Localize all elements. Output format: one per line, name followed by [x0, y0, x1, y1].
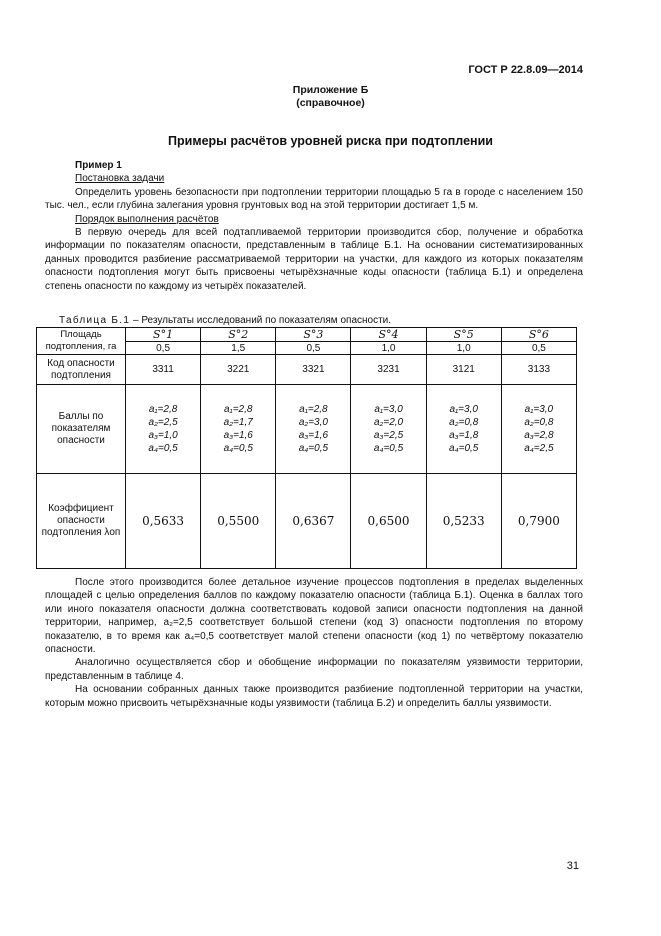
site-label: S°2	[201, 328, 276, 342]
code-value: 3221	[201, 355, 276, 385]
document-code: ГОСТ Р 22.8.09—2014	[468, 64, 583, 76]
section-title: Примеры расчётов уровней риска при подтоплении	[168, 134, 493, 148]
after-table-text	[45, 576, 583, 710]
table-row-scores	[37, 385, 577, 474]
procedure-heading: Порядок выполнения расчётов	[75, 213, 219, 225]
coefficient-value: 0,5500	[201, 474, 276, 569]
site-label: S°1	[126, 328, 201, 342]
table-row-code	[37, 355, 577, 385]
procedure-text: В первую очередь для всей подтапливаемой территории производится сбор, получение и обработка информации по показателям опасности, представленным в таблице Б.1. На основании систематизированных данных проводится разбиение рассматриваемой территории на участки, для каждого из которых показателям опасности подтопления могут быть присвоены четырёхзначные коды опасности (таблица Б.1) и определена степень опасности по каждому из четырёх показателей.	[45, 227, 583, 292]
coefficient-value: 0,6500	[351, 474, 426, 569]
scores-cell: a₁=3,0 a₂=0,8 a₃=2,8 a₄=2,5	[501, 385, 576, 474]
area-value: 0,5	[276, 342, 351, 355]
appendix-title: Приложение Б	[292, 84, 369, 96]
example-block	[45, 159, 583, 293]
page-number: 31	[566, 860, 579, 872]
table-row-sites	[37, 328, 577, 342]
coefficient-value: 0,5633	[126, 474, 201, 569]
table-row-coefficient	[37, 474, 577, 569]
code-label: Код опасности подтопления	[37, 355, 126, 385]
scores-label: Баллы по показателям опасности	[37, 385, 126, 474]
site-label: S°6	[501, 328, 576, 342]
site-label: S°4	[351, 328, 426, 342]
code-value: 3321	[276, 355, 351, 385]
code-value: 3231	[351, 355, 426, 385]
scores-cell: a₁=2,8 a₂=2,5 a₃=1,0 a₄=0,5	[126, 385, 201, 474]
area-value: 0,5	[126, 342, 201, 355]
task-heading: Постановка задачи	[75, 173, 165, 185]
coefficient-label: Коэффициент опасности подтопления λоп	[37, 474, 126, 569]
area-value: 1,0	[351, 342, 426, 355]
hazard-table	[36, 327, 577, 569]
coefficient-value: 0,5233	[426, 474, 501, 569]
code-value: 3311	[126, 355, 201, 385]
table-caption-label: Таблица Б.1	[59, 315, 131, 326]
area-value: 1,5	[201, 342, 276, 355]
scores-cell: a₁=3,0 a₂=2,0 a₃=2,5 a₄=0,5	[351, 385, 426, 474]
appendix-heading	[0, 84, 661, 110]
scores-cell: a₁=3,0 a₂=0,8 a₃=1,8 a₄=0,5	[426, 385, 501, 474]
paragraph-details: После этого производится более детальное изучение процессов подтопления в пределах выделенных площадей с целью определения баллов по каждому показателю опасности (таблица Б.1). Оценка в баллах того или иного показателя опасности должна соответствовать кодовой записи опасности подтопления на данной территории, например, a₂=2,5 соответствует большой степени (код 3) опасности подтопления по второму показателю, в то время как a₄=0,5 соответствует малой степени опасности (код 1) по четвёртому показателю опасности.	[45, 577, 583, 656]
site-label: S°3	[276, 328, 351, 342]
coefficient-value: 0,6367	[276, 474, 351, 569]
code-value: 3121	[426, 355, 501, 385]
table-caption-text: – Результаты исследований по показателям опасности.	[130, 315, 392, 326]
scores-cell: a₁=2,8 a₂=3,0 a₃=1,6 a₄=0,5	[276, 385, 351, 474]
scores-cell: a₁=2,8 a₂=1,7 a₃=1,6 a₄=0,5	[201, 385, 276, 474]
example-heading: Пример 1	[75, 160, 122, 171]
area-value: 1,0	[426, 342, 501, 355]
area-value: 0,5	[501, 342, 576, 355]
paragraph-vulnerability: Аналогично осуществляется сбор и обобщение информации по показателям уязвимости территории, представленным в таблице 4.	[45, 657, 583, 682]
area-label: Площадь подтопления, га	[37, 328, 126, 355]
site-label: S°5	[426, 328, 501, 342]
code-value: 3133	[501, 355, 576, 385]
paragraph-codes: На основании собранных данных также производится разбиение подтопленной территории на участки, которым можно присвоить четырёхзначные коды уязвимости (таблица Б.2) и определить баллы уязвимости.	[45, 684, 583, 709]
appendix-subtitle: (справочное)	[296, 97, 365, 109]
coefficient-value: 0,7900	[501, 474, 576, 569]
table-caption	[59, 315, 391, 326]
task-text: Определить уровень безопасности при подтоплении территории площадью 5 га в городе с населением 150 тыс. чел., если глубина залегания уровня грунтовых вод на этой территории достигает 1,5 м.	[45, 186, 583, 212]
